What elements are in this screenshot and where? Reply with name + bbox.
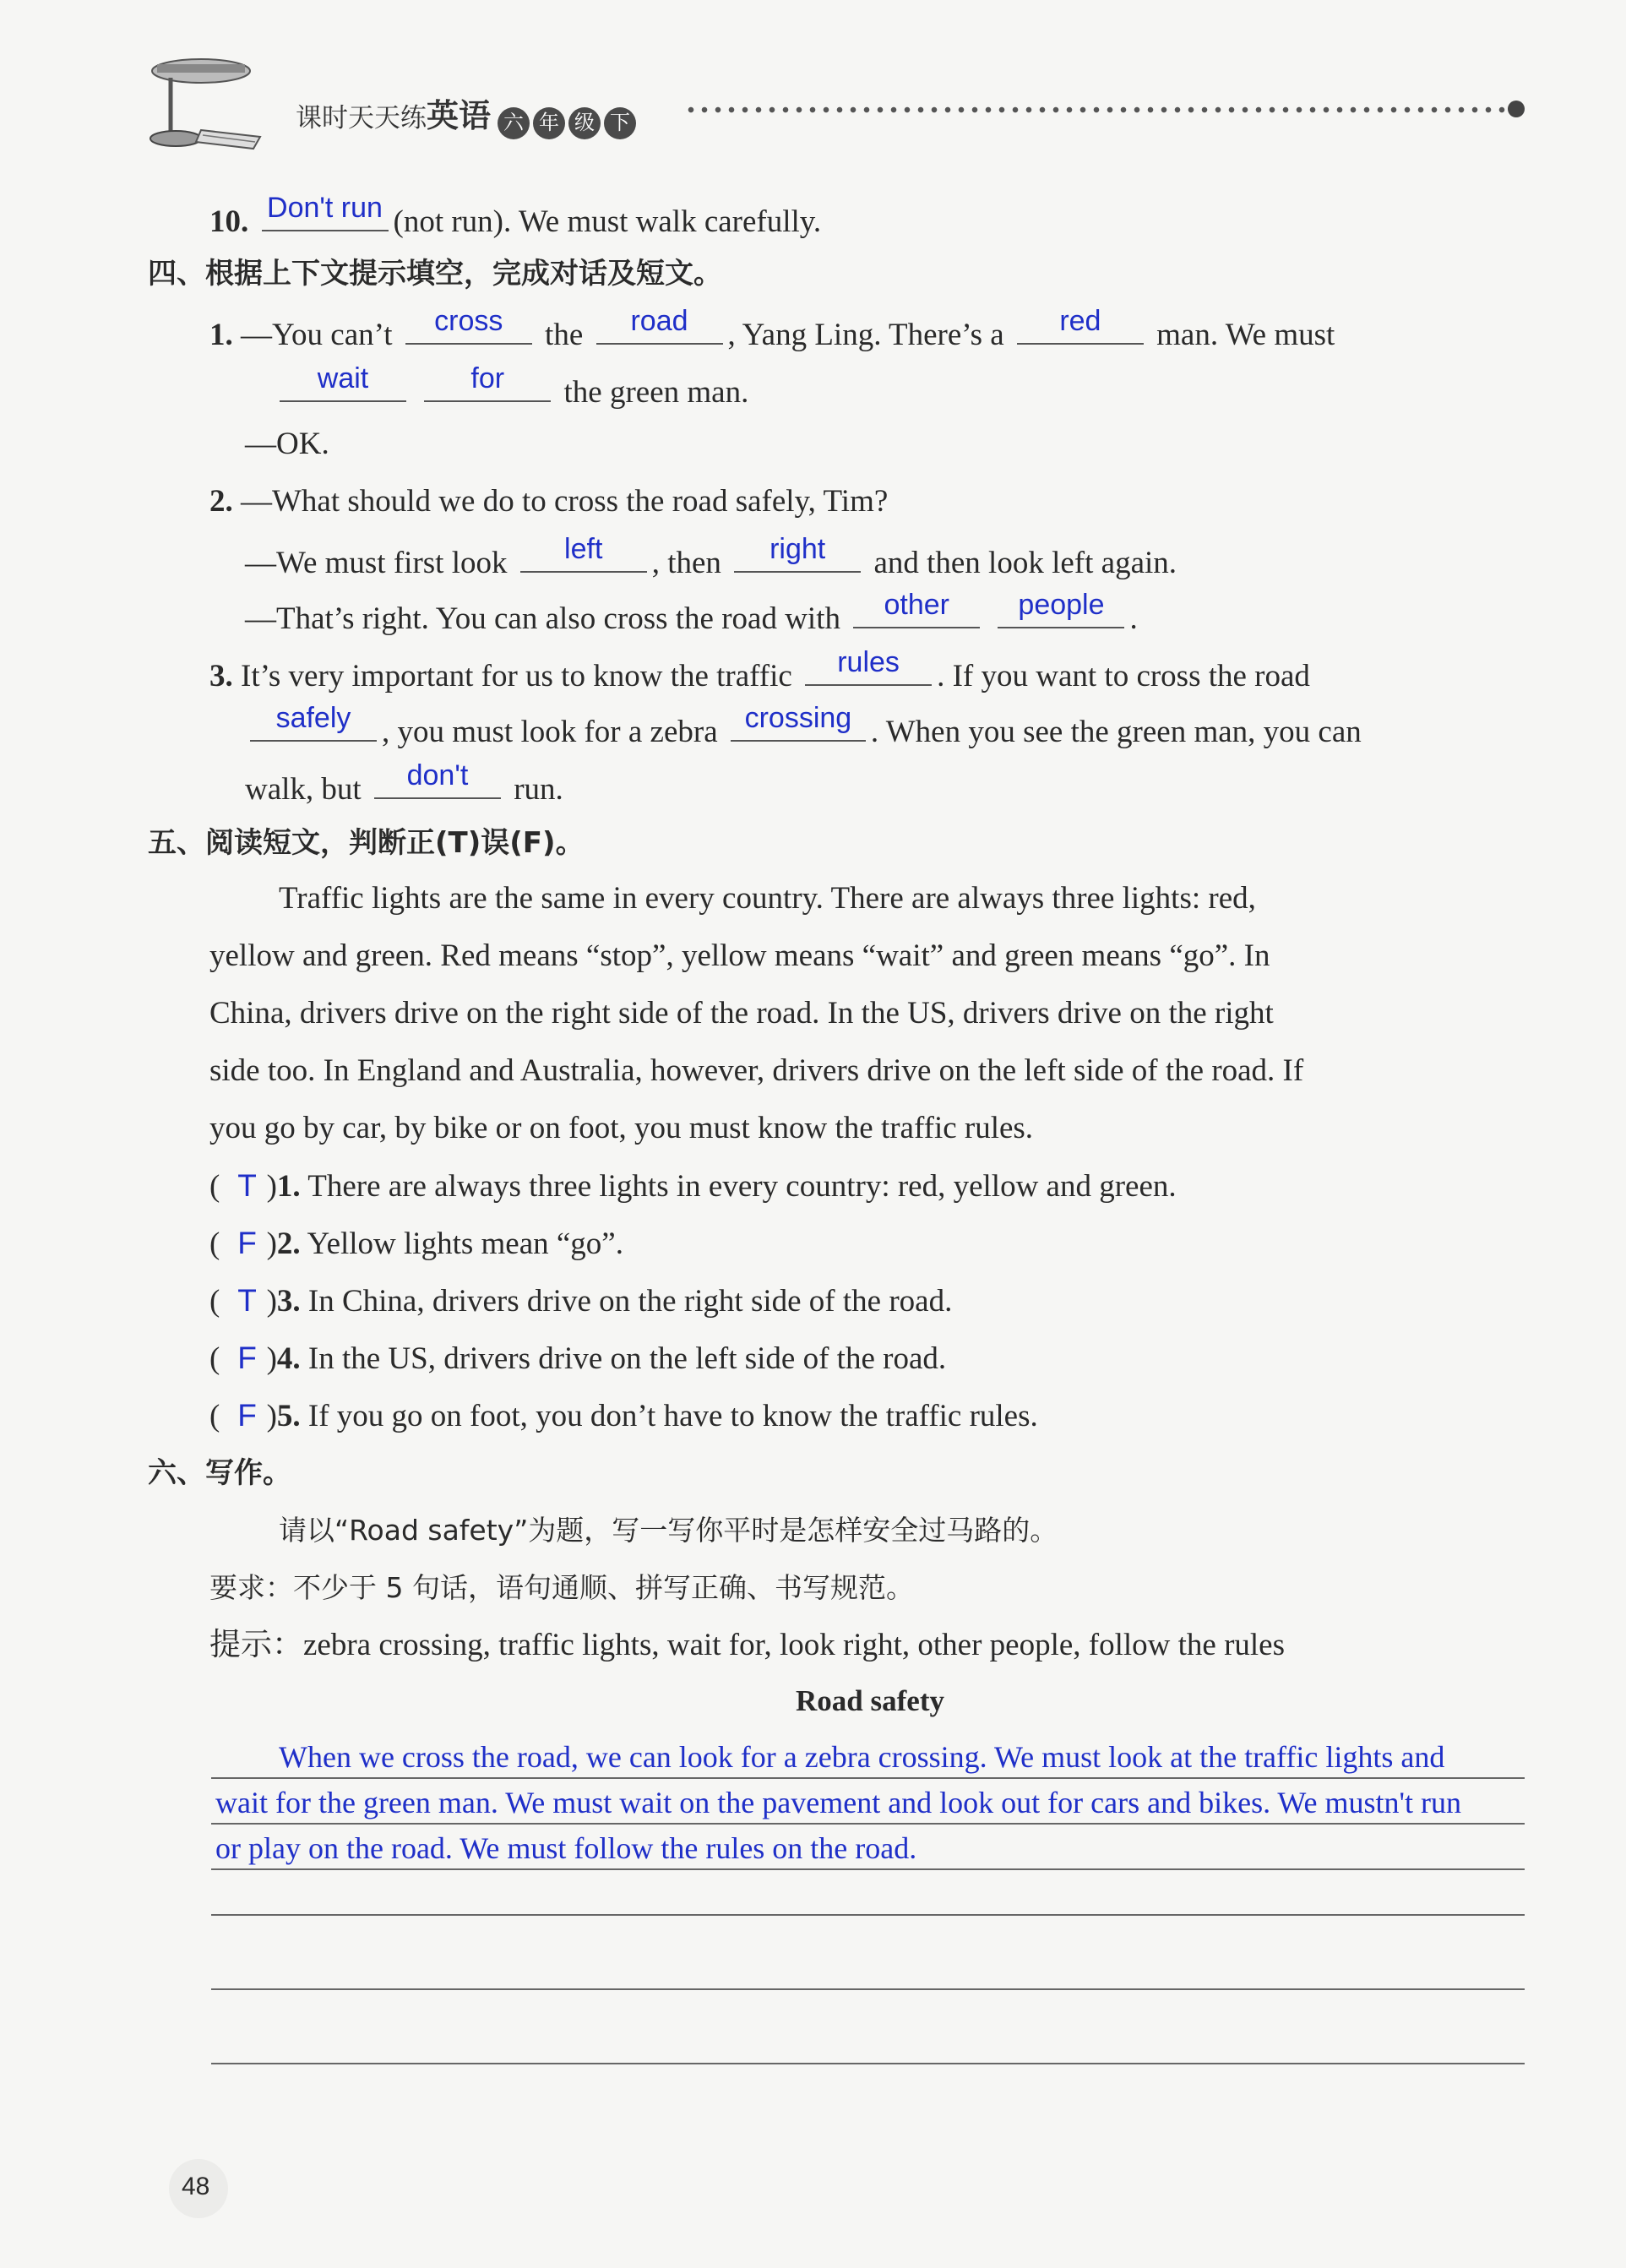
tf-answer[interactable]: F (237, 1226, 257, 1260)
answer-blank[interactable] (262, 192, 389, 231)
s4-q1-line1 (209, 305, 1335, 356)
question-text: . When you see the green man, you can (870, 715, 1362, 749)
question-text: the green man. (563, 375, 749, 410)
answer-blank[interactable] (596, 305, 723, 345)
grade-char: 年 (533, 107, 565, 139)
header-title (296, 90, 636, 139)
item-text: If you go on foot, you don’t have to know the traffic rules. (307, 1399, 1038, 1433)
essay-line[interactable]: or play on the road. We must follow the rules on the road. (215, 1831, 917, 1865)
question-text: It’s very important for us to know the traffic (241, 659, 792, 693)
tf-item-5: ( F )5. If you go on foot, you don’t have to know the traffic rules. (209, 1395, 1038, 1437)
writing-line (211, 1868, 1525, 1870)
tf-item-2: ( F )2. Yellow lights mean “go”. (209, 1223, 623, 1265)
writing-prompt: 请以“Road safety”为题，写一写你平时是怎样安全过马路的。 (279, 1514, 1058, 1547)
passage-line: yellow and green. Red means “stop”, yellow means “wait” and green means “go”. In (209, 938, 1270, 973)
question-text: . If you want to cross the road (937, 659, 1310, 693)
answer-blank[interactable] (734, 533, 861, 573)
answer-blank[interactable] (853, 589, 980, 628)
question-text: walk, but (245, 772, 362, 807)
question-text: —What should we do to cross the road safely, Tim? (241, 484, 889, 519)
header-lamp-icon (142, 52, 269, 154)
writing-line (211, 1988, 1525, 1990)
grade-char: 级 (568, 107, 601, 139)
header-subject: 英语 (427, 97, 492, 134)
item-number: 3. (276, 1284, 301, 1319)
question-text: , Yang Ling. There’s a (727, 318, 1004, 352)
answer-text: rules (837, 646, 900, 678)
answer-text: don't (406, 759, 469, 791)
question-text: the (545, 318, 584, 352)
header-series: 课时天天练 (296, 103, 427, 133)
answer-text: road (630, 305, 688, 337)
question-text: and then look left again. (873, 546, 1177, 580)
tf-item-1: ( T )1. There are always three lights in every country: red, yellow and green. (209, 1166, 1177, 1207)
answer-text: red (1059, 305, 1101, 337)
writing-line (211, 2063, 1525, 2064)
item-number: 5. (276, 1399, 301, 1433)
question-text: —You can’t (241, 318, 393, 352)
question-text: —That’s right. You can also cross the road with (245, 601, 840, 636)
section-6-title: 六、写作。 (148, 1456, 291, 1490)
header-dotted-line (684, 106, 1512, 113)
question-text: . (1129, 601, 1138, 636)
answer-blank[interactable] (1017, 305, 1144, 345)
item-text: Yellow lights mean “go”. (307, 1226, 623, 1261)
item-text: There are always three lights in every country: red, yellow and green. (307, 1169, 1177, 1204)
question-text: (not run). We must walk carefully. (393, 204, 822, 239)
answer-blank[interactable] (520, 533, 647, 573)
answer-text: crossing (744, 702, 852, 734)
answer-blank[interactable] (374, 759, 501, 799)
answer-text: other (884, 589, 949, 621)
s4-q3-line1 (209, 646, 1310, 697)
question-10 (209, 192, 822, 242)
item-number: 1. (276, 1169, 301, 1204)
grade-char: 下 (604, 107, 636, 139)
essay-line[interactable]: wait for the green man. We must wait on the pavement and look out for cars and bikes. We mustn't run (215, 1786, 1461, 1819)
essay-title: Road safety (796, 1684, 944, 1717)
tf-answer[interactable]: F (237, 1341, 257, 1375)
answer-blank[interactable] (998, 589, 1124, 628)
answer-blank[interactable] (280, 362, 406, 402)
grade-char: 六 (498, 107, 530, 139)
answer-text: people (1018, 589, 1105, 621)
s4-q2-line2 (245, 533, 1177, 584)
question-text: —We must first look (245, 546, 508, 580)
answer-text: right (769, 533, 826, 565)
question-number: 10. (209, 204, 249, 239)
writing-line (211, 1914, 1525, 1916)
writing-requirement: 要求：不少于 5 句话，语句通顺、拼写正确、书写规范。 (209, 1571, 914, 1604)
answer-blank[interactable] (250, 702, 377, 742)
answer-blank[interactable] (731, 702, 866, 742)
section-4-title: 四、根据上下文提示填空，完成对话及短文。 (148, 257, 722, 291)
item-number: 2. (276, 1226, 301, 1261)
item-text: In the US, drivers drive on the left side of the road. (307, 1341, 947, 1376)
passage-line: Traffic lights are the same in every country. There are always three lights: red, (279, 881, 1256, 916)
question-number: 1. (209, 318, 233, 352)
tf-answer[interactable]: T (237, 1168, 257, 1203)
page-number: 48 (182, 2173, 210, 2200)
answer-blank[interactable] (805, 646, 932, 686)
writing-hint: 提示：zebra crossing, traffic lights, wait for, look right, other people, follow the rules (209, 1628, 1285, 1662)
essay-line[interactable]: When we cross the road, we can look for a zebra crossing. We must look at the traffic lights and (279, 1740, 1445, 1774)
question-text: man. We must (1156, 318, 1335, 352)
answer-text: safely (275, 702, 351, 734)
answer-text: left (564, 533, 603, 565)
answer-blank[interactable] (405, 305, 532, 345)
question-text: , you must look for a zebra (382, 715, 718, 749)
question-text: , then (651, 546, 721, 580)
s4-q1-line2 (275, 362, 749, 413)
s4-q1-reply: —OK. (245, 427, 329, 461)
tf-answer[interactable]: T (237, 1283, 257, 1318)
header-dot-end (1508, 101, 1525, 117)
writing-line (211, 1823, 1525, 1825)
passage-line: China, drivers drive on the right side of the road. In the US, drivers drive on the right (209, 996, 1274, 1031)
answer-blank[interactable] (424, 362, 551, 402)
passage-line: side too. In England and Australia, however, drivers drive on the left side of the road. If (209, 1053, 1304, 1088)
tf-item-4: ( F )4. In the US, drivers drive on the left side of the road. (209, 1338, 946, 1379)
question-number: 2. (209, 484, 233, 519)
item-number: 4. (276, 1341, 301, 1376)
answer-text: Don't run (267, 192, 383, 224)
answer-text: wait (317, 362, 369, 394)
tf-item-3: ( T )3. In China, drivers drive on the right side of the road. (209, 1281, 952, 1322)
s4-q2-line3 (245, 589, 1138, 639)
s4-q3-line2 (245, 702, 1362, 753)
s4-q3-line3 (245, 759, 563, 810)
s4-q2-line1 (209, 481, 888, 522)
item-text: In China, drivers drive on the right side of the road. (307, 1284, 953, 1319)
passage-line: you go by car, by bike or on foot, you must know the traffic rules. (209, 1111, 1034, 1145)
tf-answer[interactable]: F (237, 1398, 257, 1433)
question-text: run. (514, 772, 563, 807)
answer-text: for (470, 362, 505, 394)
question-number: 3. (209, 659, 233, 693)
section-5-title: 五、阅读短文，判断正(T)误(F)。 (148, 826, 585, 860)
writing-line (211, 1777, 1525, 1779)
answer-text: cross (434, 305, 503, 337)
